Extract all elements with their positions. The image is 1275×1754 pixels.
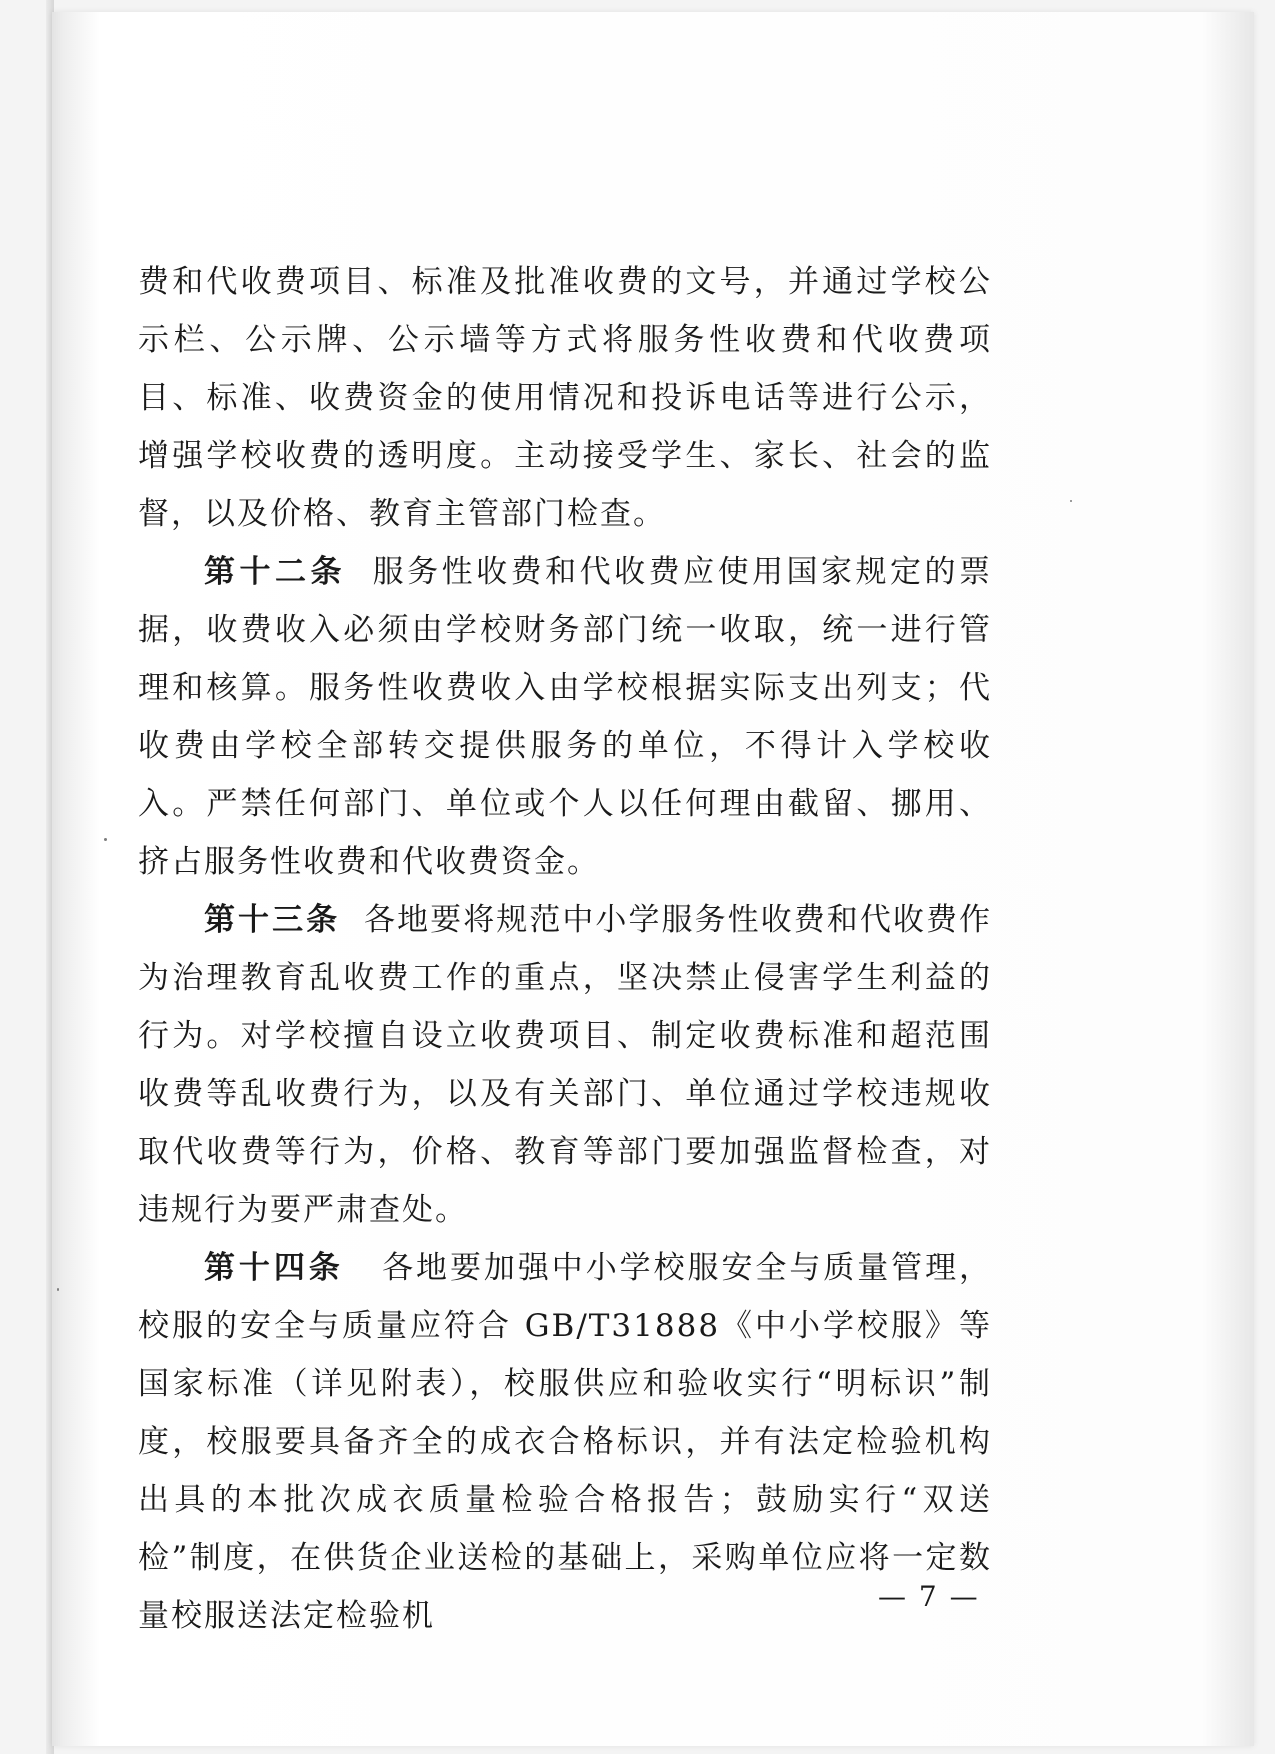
article-text: 各地要加强中小学校服安全与质量管理，校服的安全与质量应符合 GB/T31888《中小学校服》等国家标准（详见附表），校服供应和验收实行“明标识”制度，校服要具备齐全的成衣合格标识，并有法定检验机构出具的本批次成衣质量检验合格报告；鼓励实行“双送检”制度，在供货企业送检的基础上，采购单位应将一定数量校服送法定检验机: [138, 1250, 993, 1634]
scan-speck: [104, 838, 107, 841]
paragraph-text: 费和代收费项目、标准及批准收费的文号，并通过学校公示栏、公示牌、公示墙等方式将服务性收费和代收费项目、标准、收费资金的使用情况和投诉电话等进行公示，增强学校收费的透明度。主动接受学生、家长、社会的监督，以及价格、教育主管部门检查。: [138, 264, 992, 532]
scan-speck: [1070, 500, 1072, 502]
article-text: 服务性收费和代收费应使用国家规定的票据，收费收入必须由学校财务部门统一收取，统一进行管理和核算。服务性收费收入由学校根据实际支出列支；代收费由学校全部转交提供服务的单位，不得计入学校收入。严禁任何部门、单位或个人以任何理由截留、挪用、挤占服务性收费和代收费资金。: [138, 554, 993, 880]
document-body: [138, 253, 992, 1645]
article-14: [138, 1239, 992, 1645]
article-12: [138, 543, 992, 891]
article-label: 第十三条: [204, 902, 341, 938]
article-label: 第十四条: [204, 1250, 344, 1286]
paragraph-continued: [138, 253, 992, 543]
article-label: 第十二条: [204, 554, 346, 590]
article-13: [138, 891, 992, 1239]
scan-speck: [57, 1288, 59, 1291]
article-text: 各地要将规范中小学服务性收费和代收费作为治理教育乱收费工作的重点，坚决禁止侵害学生利益的行为。对学校擅自设立收费项目、制定收费标准和超范围收费等乱收费行为，以及有关部门、单位通过学校违规收取代收费等行为，价格、教育等部门要加强监督检查，对违规行为要严肃查处。: [138, 902, 993, 1228]
page-number: — 7 —: [878, 1580, 980, 1613]
